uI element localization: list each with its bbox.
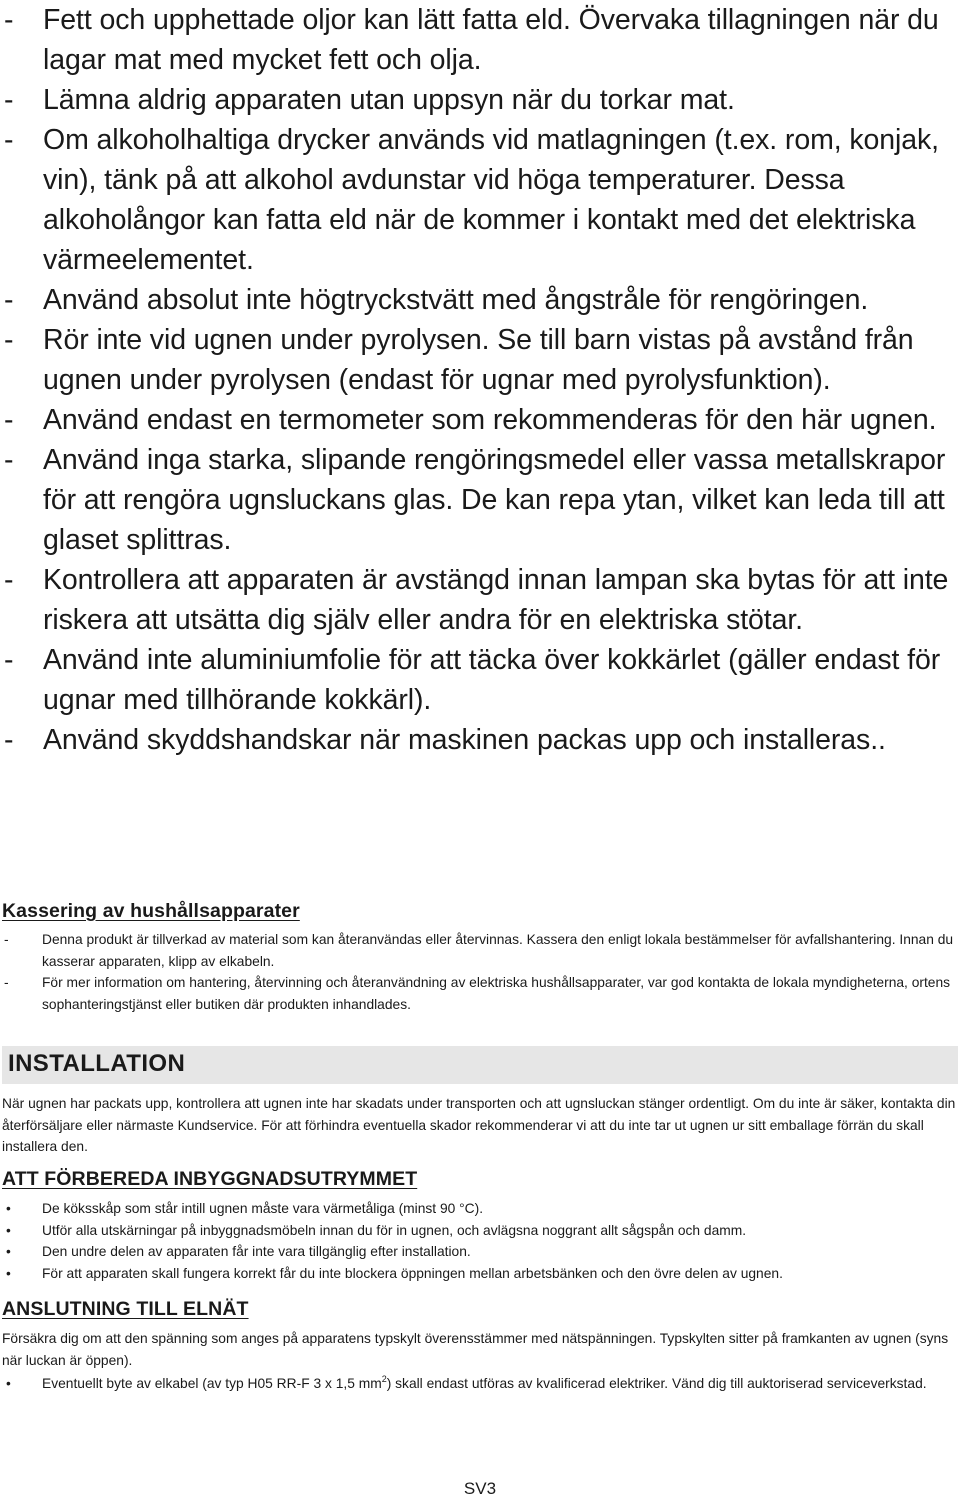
page-number: SV3 — [463, 1479, 497, 1498]
list-item-text: Den undre delen av apparaten får inte vara tillgänglig efter installation. — [42, 1244, 471, 1259]
disposal-heading: Kassering av hushållsapparater — [2, 900, 300, 922]
list-item-text: Utför alla utskärningar på inbyggnadsmöbeln innan du för in ugnen, och avlägsna noggrant allt sågspån och damm. — [42, 1222, 747, 1238]
list-dash: - — [4, 324, 14, 356]
list-dash: - — [4, 4, 14, 36]
list-item-text: Lämna aldrig apparaten utan uppsyn när du torkar mat. — [43, 84, 735, 116]
list-item — [4, 440, 956, 560]
list-dash: - — [4, 124, 14, 156]
list-item — [4, 720, 956, 760]
bullet-icon: • — [6, 1376, 11, 1391]
list-item-text: Använd skyddshandskar när maskinen packas upp och installeras.. — [43, 724, 886, 756]
list-item — [4, 400, 956, 440]
list-item-text: Kontrollera att apparaten är avstängd innan lampan ska bytas för att inte riskera att utsätta dig själv eller andra för en elektriska stötar. — [43, 564, 949, 636]
list-item-text: Använd inte aluminiumfolie för att täcka över kokkärlet (gäller endast för ugnar med tillhörande kokkärl). — [43, 644, 941, 716]
list-item-text: Använd endast en termometer som rekommenderas för den här ugnen. — [43, 404, 937, 436]
prepare-heading: ATT FÖRBEREDA INBYGGNADSUTRYMMET — [2, 1168, 418, 1190]
electric-heading: ANSLUTNING TILL ELNÄT — [2, 1298, 249, 1320]
list-item-text: För att apparaten skall fungera korrekt får du inte blockera öppningen mellan arbetsbänken och den övre delen av ugnen. — [42, 1265, 783, 1281]
list-item-text-end: ) skall endast utföras av kvalificerad elektriker. Vänd dig till auktoriserad serviceverkstad. — [386, 1376, 927, 1391]
list-item — [4, 280, 956, 320]
list-item-text: Fett och upphettade oljor kan lätt fatta eld. Övervaka tillagningen när du lagar mat med mycket fett och olja. — [43, 4, 939, 76]
list-dash: - — [4, 975, 9, 990]
list-item-text: Rör inte vid ugnen under pyrolysen. Se till barn vistas på avstånd från ugnen under pyrolysen (endast för ugnar med pyrolysfunktion). — [43, 324, 914, 396]
list-item — [4, 1198, 956, 1220]
list-item — [4, 0, 956, 80]
installation-title: INSTALLATION — [8, 1050, 186, 1077]
list-item — [4, 1220, 956, 1242]
list-item — [4, 120, 956, 280]
safety-warning-list — [4, 0, 956, 760]
list-item-text: Denna produkt är tillverkad av material som kan återanvändas eller återvinnas. Kassera den enligt lokala bestämmelser för avfallshantering. Innan du kasserar apparaten, klipp av elkabeln. — [42, 932, 954, 969]
list-item — [4, 320, 956, 400]
list-item-text: Använd absolut inte högtryckstvätt med ångstråle för rengöringen. — [43, 284, 869, 316]
bullet-icon: • — [6, 1222, 11, 1238]
list-item-text: De köksskåp som står intill ugnen måste vara värmetåliga (minst 90 °C). — [42, 1201, 484, 1216]
electric-list — [4, 1373, 956, 1395]
list-item — [4, 560, 956, 640]
electric-intro: Försäkra dig om att den spänning som anges på apparatens typskylt överensstämmer med nätspänningen. Typskylten sitter på framkanten av ugnen (syns när luckan är öppen). — [2, 1331, 949, 1368]
list-item — [4, 929, 956, 972]
list-dash: - — [4, 644, 14, 676]
bullet-icon: • — [6, 1244, 11, 1259]
list-dash: - — [4, 444, 14, 476]
prepare-list — [4, 1198, 956, 1284]
list-item — [4, 1241, 956, 1263]
list-dash: - — [4, 84, 14, 116]
list-dash: - — [4, 724, 14, 756]
superscript: 2 — [381, 1374, 387, 1384]
list-item — [4, 1263, 956, 1285]
list-item — [4, 80, 956, 120]
installation-banner — [2, 1046, 958, 1084]
list-item — [4, 640, 956, 720]
bullet-icon: • — [6, 1265, 11, 1281]
list-item — [4, 972, 956, 1015]
list-item-text: För mer information om hantering, återvinning och återanvändning av elektriska hushållsapparater, var god kontakta de lokala myndigheterna, ortens sophanteringstjänst eller butiken där produkten inhandlades. — [42, 975, 951, 1012]
installation-intro: När ugnen har packats upp, kontrollera att ugnen inte har skadats under transporten och att ugnsluckan stänger ordentligt. Om du inte är säker, kontakta din återförsäljare eller närmaste Kundservice. För att förhindra eventuella skador rekommenderar vi att du inte tar ut ugnen ur sitt emballage förrän du skall installera den. — [2, 1096, 956, 1154]
list-dash: - — [4, 932, 9, 947]
list-item-text: Om alkoholhaltiga drycker används vid matlagningen (t.ex. rom, konjak, vin), tänk på att alkohol avdunstar vid höga temperaturer. Dessa alkoholångor kan fatta eld när de kommer i kontakt med det elektriska värmeelementet. — [43, 124, 939, 276]
list-item-text-start: Eventuellt byte av elkabel (av typ H05 RR-F 3 x 1,5 mm — [42, 1376, 382, 1391]
list-dash: - — [4, 284, 14, 316]
list-dash: - — [4, 564, 14, 596]
list-dash: - — [4, 404, 14, 436]
bullet-icon: • — [6, 1201, 11, 1216]
disposal-list — [4, 929, 956, 1015]
list-item-text: Använd inga starka, slipande rengöringsmedel eller vassa metallskrapor för att rengöra ugnsluckans glas. De kan repa ytan, vilket kan leda till att glaset splittras. — [43, 444, 946, 556]
list-item — [4, 1373, 956, 1395]
